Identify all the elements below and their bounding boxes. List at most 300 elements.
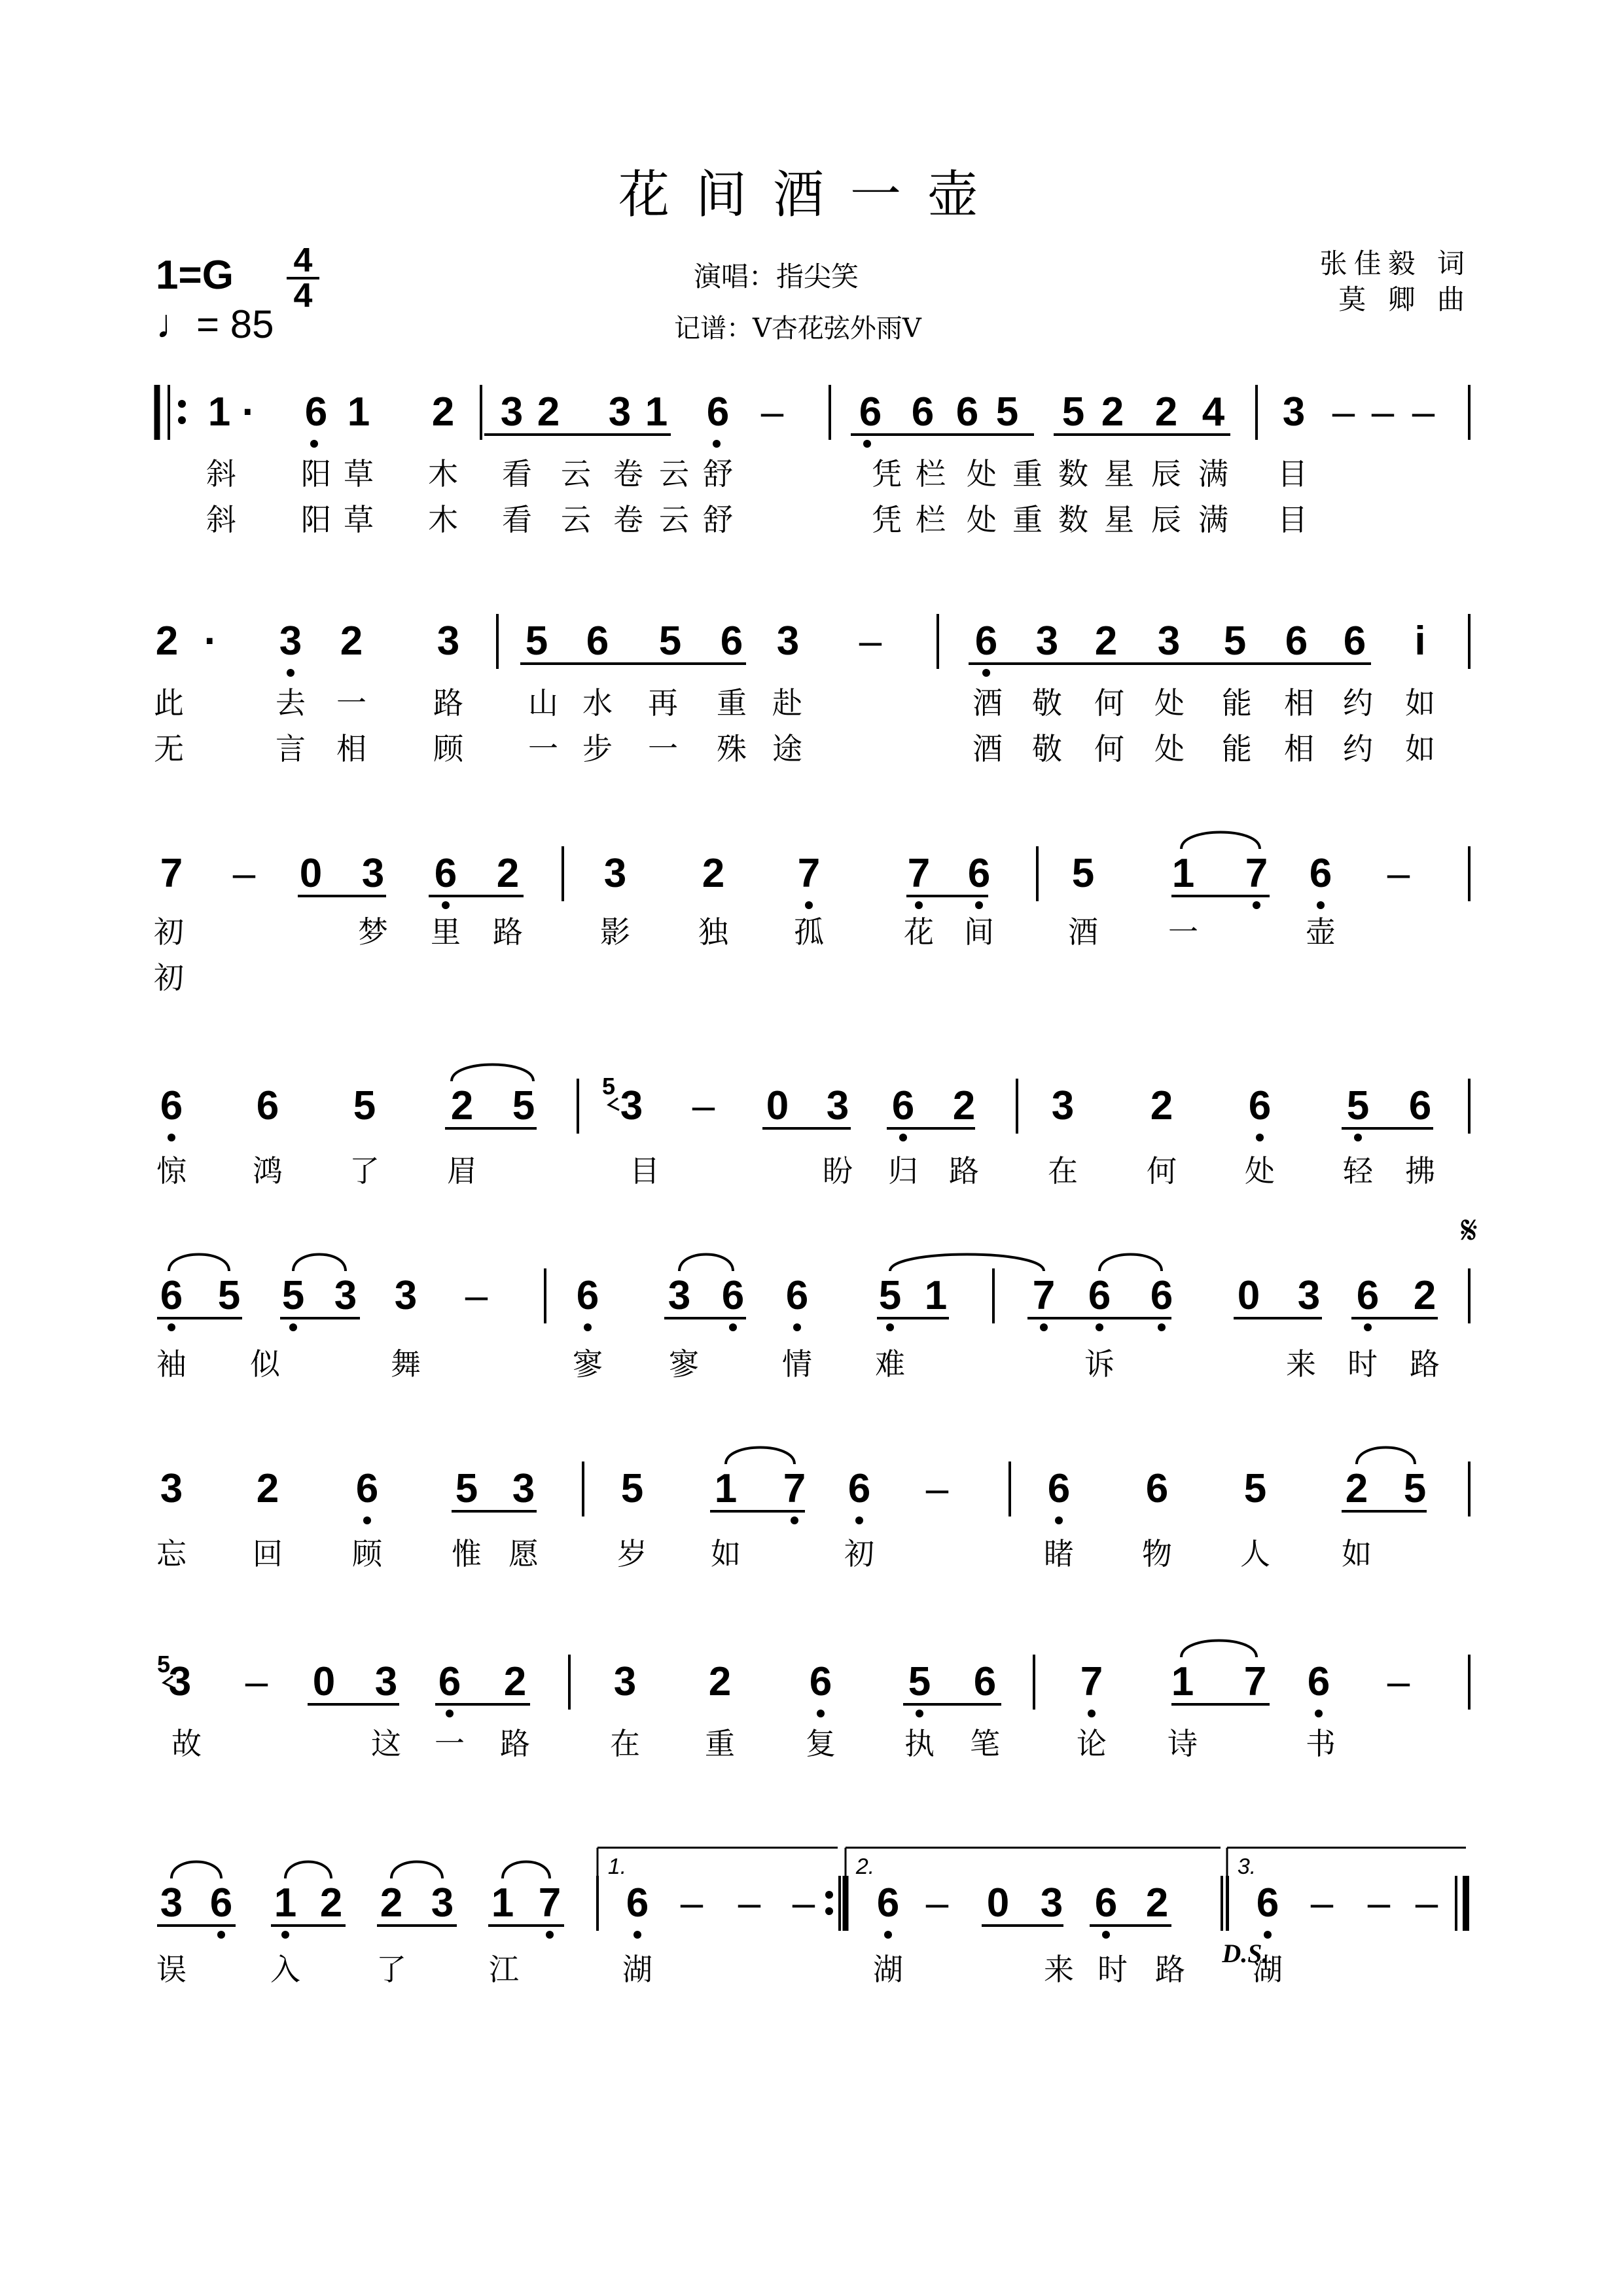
tie-arc (726, 1448, 794, 1465)
lyric-char: 木 (428, 456, 458, 492)
lyric-char: 故 (171, 1726, 202, 1761)
lyric-char: 重 (1012, 502, 1043, 537)
lyric-char: 路 (949, 1153, 979, 1189)
note: 6 (1343, 619, 1366, 664)
lyric-char: 间 (964, 914, 994, 950)
note: 6 (785, 1273, 809, 1318)
duration-dash: – (859, 619, 882, 664)
lyric-char: 辰 (1151, 502, 1181, 537)
lyric-char: 看 (502, 502, 532, 537)
duration-dash: – (925, 1880, 949, 1926)
note: 5 (1403, 1466, 1427, 1511)
note: 5 (455, 1466, 478, 1511)
note: 6 (859, 389, 882, 435)
note: 7 (1245, 851, 1268, 896)
time-signature-bottom: 4 (293, 277, 313, 315)
lyric-char: 舒 (703, 456, 733, 492)
note: 2 (537, 389, 560, 435)
lyric-char: 一 (528, 731, 558, 766)
lyric-char: 此 (154, 685, 184, 721)
note: 6 (974, 619, 998, 664)
lyric-char: 舞 (391, 1346, 421, 1382)
lyric-char: 湖 (873, 1952, 903, 1987)
low-octave-dot (1317, 901, 1325, 909)
lyric-char: 栏 (916, 502, 946, 537)
lyric-char: 人 (1240, 1536, 1270, 1571)
lyric-char: 斜 (206, 456, 236, 492)
composer-credit: 莫 卿 曲 (1338, 283, 1471, 315)
lyric-char: 如 (1405, 731, 1435, 766)
lyric-char: 寥 (669, 1346, 699, 1382)
note: 6 (1088, 1273, 1111, 1318)
transcriber-credit: 记谱：V杏花弦外雨V (674, 314, 921, 344)
low-octave-dot (916, 1710, 923, 1717)
lyric-char: 物 (1142, 1536, 1172, 1571)
lyric-char: 草 (344, 456, 374, 492)
lyric-char: 情 (782, 1346, 812, 1382)
note: 1 (491, 1880, 514, 1926)
grace-slash (609, 1098, 619, 1110)
note: 1 (274, 1880, 297, 1926)
lyric-char: 酒 (972, 731, 1003, 766)
lyric-char: 赴 (772, 685, 802, 721)
low-octave-dot (217, 1931, 225, 1939)
lyric-char: 山 (528, 685, 558, 721)
note: 5 (1243, 1466, 1267, 1511)
lyric-char: 满 (1198, 502, 1228, 537)
note: 6 (876, 1880, 900, 1926)
note: 2 (1154, 389, 1178, 435)
tempo-value: = 85 (196, 302, 274, 346)
duration-dash: – (925, 1466, 949, 1511)
lyric-char: 辰 (1151, 456, 1181, 492)
note: 5 (1346, 1083, 1370, 1128)
lyric-char: 何 (1094, 685, 1124, 721)
lyric-char: 阳 (301, 456, 331, 492)
note: 7 (1080, 1659, 1103, 1704)
low-octave-dot (817, 1710, 825, 1717)
low-octave-dot (886, 1323, 894, 1331)
note: 3 (334, 1273, 357, 1318)
lyric-char: 云 (659, 502, 689, 537)
note: 5 (217, 1273, 241, 1318)
low-octave-dot (863, 440, 871, 448)
note: 3 (826, 1083, 849, 1128)
note: 2 (340, 619, 363, 664)
lyric-char: 眉 (447, 1153, 477, 1189)
duration-dash: – (738, 1880, 761, 1926)
lyric-char: 路 (1155, 1952, 1185, 1987)
lyric-char: 寥 (573, 1346, 603, 1382)
note: 7 (160, 851, 183, 896)
repeat-dot (825, 1907, 833, 1915)
low-octave-dot (633, 1931, 641, 1939)
grace-note: 5 (601, 1073, 616, 1100)
note: 2 (380, 1880, 403, 1926)
lyric-char: 一 (435, 1726, 465, 1761)
note: 3 (374, 1659, 398, 1704)
low-octave-dot (363, 1516, 371, 1524)
note: 5 (353, 1083, 376, 1128)
note: 3 (613, 1659, 637, 1704)
tie-arc (1099, 1255, 1162, 1272)
lyric-char: 相 (1284, 685, 1314, 721)
note: 6 (1047, 1466, 1071, 1511)
tie-arc (503, 1862, 550, 1879)
note: 3 (1040, 1880, 1063, 1926)
lyric-char: 似 (250, 1346, 280, 1382)
ds-marker: D.S. (1222, 1939, 1269, 1968)
volta-number: 1. (607, 1854, 627, 1879)
lyric-char: 目 (1277, 502, 1308, 537)
note: 2 (256, 1466, 279, 1511)
lyric-char: 书 (1306, 1726, 1336, 1761)
note: 2 (503, 1659, 527, 1704)
lyric-char: 里 (431, 914, 461, 950)
note: 5 (1223, 619, 1247, 664)
low-octave-dot (446, 1710, 454, 1717)
lyric-char: 一 (336, 685, 366, 721)
lyric-char: 归 (888, 1153, 918, 1189)
lyric-char: 重 (1012, 456, 1043, 492)
note: 1 (924, 1273, 948, 1318)
segno-symbol: 𝄋 (1461, 1208, 1478, 1253)
note: 1 (347, 389, 370, 435)
low-octave-dot (287, 669, 294, 677)
volta-number: 3. (1237, 1854, 1257, 1879)
note: 5 (908, 1659, 931, 1704)
note: 3 (1051, 1083, 1075, 1128)
lyric-char: 舒 (703, 502, 733, 537)
note: 6 (160, 1273, 183, 1318)
note: 3 (431, 1880, 454, 1926)
note: i (1414, 619, 1426, 664)
lyric-char: 独 (698, 914, 728, 950)
note: 6 (1150, 1273, 1173, 1318)
note: 2 (155, 619, 179, 664)
lyric-char: 睹 (1044, 1536, 1074, 1571)
duration-dash: – (1332, 389, 1355, 435)
lyric-char: 栏 (916, 456, 946, 492)
note: 2 (1094, 619, 1118, 664)
lyric-char: 顾 (352, 1536, 382, 1571)
note: 2 (450, 1083, 474, 1128)
low-octave-dot (546, 1931, 554, 1939)
note: 2 (1145, 1880, 1169, 1926)
note: 5 (512, 1083, 535, 1128)
note: 6 (706, 389, 730, 435)
low-octave-dot (1102, 1931, 1110, 1939)
singer-credit: 演唱：指尖笑 (694, 260, 859, 293)
low-octave-dot (1096, 1323, 1103, 1331)
note: 5 (878, 1273, 902, 1318)
note: 6 (1285, 619, 1308, 664)
lyric-char: 如 (1405, 685, 1435, 721)
lyric-char: 拂 (1405, 1153, 1435, 1189)
note: 7 (907, 851, 931, 896)
low-octave-dot (1315, 1710, 1323, 1717)
lyric-char: 凭 (872, 502, 902, 537)
low-octave-dot (793, 1323, 801, 1331)
low-octave-dot (899, 1134, 907, 1141)
lyric-char: 重 (705, 1726, 735, 1761)
note: 6 (576, 1273, 599, 1318)
note: 7 (1243, 1659, 1267, 1704)
note: 3 (512, 1466, 535, 1511)
duration-dash: – (245, 1659, 268, 1704)
lyric-char: 去 (276, 685, 306, 721)
note: 5 (658, 619, 682, 664)
lyric-char: 约 (1343, 731, 1373, 766)
repeat-dot (178, 400, 186, 408)
lyric-char: 何 (1094, 731, 1124, 766)
note: 2 (708, 1659, 732, 1704)
lyric-char: 诉 (1084, 1346, 1115, 1382)
note: 6 (160, 1083, 183, 1128)
note: 6 (586, 619, 609, 664)
tie-arc (679, 1255, 733, 1272)
note: 6 (721, 1273, 745, 1318)
lyric-char: 卷 (613, 502, 643, 537)
lyric-char: 时 (1097, 1952, 1128, 1987)
lyric-char: 无 (154, 731, 184, 766)
note: 2 (1345, 1466, 1368, 1511)
lyric-char: 凭 (872, 456, 902, 492)
lyric-char: 相 (336, 731, 366, 766)
lyric-char: 江 (489, 1952, 519, 1987)
lyric-char: 云 (561, 502, 591, 537)
low-octave-dot (1264, 1931, 1272, 1939)
tie-arc (1181, 1641, 1257, 1658)
note: 3 (361, 851, 385, 896)
lyric-char: 看 (502, 456, 532, 492)
note: 3 (160, 1466, 183, 1511)
lyric-char: 来 (1286, 1346, 1316, 1382)
lyric-char: 敬 (1032, 731, 1062, 766)
tie-arc (171, 1862, 221, 1879)
note: 6 (911, 389, 935, 435)
lyric-char: 路 (493, 914, 523, 950)
note: 5 (525, 619, 548, 664)
lyric-char: 处 (1245, 1153, 1275, 1189)
note: 7 (783, 1466, 806, 1511)
lyric-char: 处 (967, 502, 997, 537)
lyric-char: 忘 (156, 1536, 187, 1571)
lyric-char: 草 (344, 502, 374, 537)
lyric-char: 相 (1284, 731, 1314, 766)
note: 3 (668, 1273, 691, 1318)
lyric-char: 一 (648, 731, 678, 766)
duration-dash: – (465, 1273, 488, 1318)
low-octave-dot (982, 669, 990, 677)
note: 6 (1307, 1659, 1330, 1704)
low-octave-dot (791, 1516, 798, 1524)
lyric-char: 回 (253, 1536, 283, 1571)
lyric-char: 袖 (156, 1346, 187, 1382)
note: 3 (1297, 1273, 1321, 1318)
lyric-char: 愿 (508, 1536, 539, 1571)
tie-arc (1357, 1448, 1415, 1465)
lyric-char: 数 (1058, 502, 1088, 537)
duration-dash: – (760, 389, 784, 435)
lyric-char: 卷 (613, 456, 643, 492)
low-octave-dot (805, 901, 813, 909)
volta-number: 2. (855, 1854, 875, 1879)
lyric-char: 处 (1154, 731, 1185, 766)
lyric-char: 湖 (1253, 1952, 1283, 1987)
lyric-char: 能 (1222, 731, 1252, 766)
note: 3 (437, 619, 460, 664)
lyric-char: 步 (582, 731, 613, 766)
lyric-char: 来 (1044, 1952, 1074, 1987)
duration-dash: – (1367, 1880, 1391, 1926)
duration-dash: – (1387, 851, 1410, 896)
lyric-char: 何 (1147, 1153, 1177, 1189)
low-octave-dot (915, 901, 923, 909)
note: 3 (279, 619, 302, 664)
low-octave-dot (1040, 1323, 1048, 1331)
duration-dash: – (1415, 1880, 1438, 1926)
note: 0 (1237, 1273, 1260, 1318)
note: 7 (538, 1880, 562, 1926)
lyric-char: 云 (659, 456, 689, 492)
tie-arc (169, 1255, 229, 1272)
note: 6 (973, 1659, 997, 1704)
tie-arc (890, 1255, 1044, 1272)
lyric-char: 星 (1104, 456, 1134, 492)
lyric-char: 轻 (1343, 1153, 1373, 1189)
lyric-char: 酒 (1068, 914, 1098, 950)
note: 5 (281, 1273, 305, 1318)
lyric-char: 入 (270, 1952, 300, 1987)
note: 6 (720, 619, 743, 664)
lyric-char: 影 (600, 914, 630, 950)
lyric-char: 惟 (452, 1536, 482, 1571)
note: 6 (355, 1466, 379, 1511)
lyric-char: 一 (1168, 914, 1198, 950)
low-octave-dot (855, 1516, 863, 1524)
note: 2 (1101, 389, 1124, 435)
low-octave-dot (442, 901, 450, 909)
duration-dash: – (232, 851, 256, 896)
quarter-note-icon: ♩ (156, 302, 196, 347)
lyric-char: 再 (648, 685, 678, 721)
lyric-char: 路 (500, 1726, 530, 1761)
note: 6 (434, 851, 457, 896)
tie-arc (293, 1255, 346, 1272)
note: 2 (496, 851, 520, 896)
lyric-char: 复 (806, 1726, 836, 1761)
lyric-char: 诗 (1168, 1726, 1198, 1761)
note: 6 (1309, 851, 1332, 896)
low-octave-dot (310, 440, 318, 448)
note: 6 (438, 1659, 461, 1704)
note: 6 (626, 1880, 649, 1926)
note: 3 (1282, 389, 1306, 435)
note: 1 (1171, 1659, 1194, 1704)
note: 1 (714, 1466, 738, 1511)
time-signature-top: 4 (293, 242, 313, 279)
low-octave-dot (168, 1134, 175, 1141)
note: 0 (312, 1659, 336, 1704)
note: 6 (1408, 1083, 1432, 1128)
note: 7 (1032, 1273, 1056, 1318)
low-octave-dot (1158, 1323, 1166, 1331)
lyric-char: 能 (1222, 685, 1252, 721)
note: 6 (1256, 1880, 1279, 1926)
low-octave-dot (729, 1323, 737, 1331)
lyric-char: 途 (772, 731, 802, 766)
note: 0 (299, 851, 323, 896)
lyric-char: 鸿 (253, 1153, 283, 1189)
note: 6 (1248, 1083, 1272, 1128)
note: 6 (1094, 1880, 1118, 1926)
duration-dash: – (1310, 1880, 1334, 1926)
repeat-dot (825, 1891, 833, 1899)
lyric-char: 花 (904, 914, 934, 950)
lyric-char: 目 (1277, 456, 1308, 492)
repeat-dot (178, 416, 186, 424)
low-octave-dot (975, 901, 983, 909)
note: 6 (209, 1880, 233, 1926)
duration-dash: – (1412, 389, 1435, 435)
note: 6 (955, 389, 979, 435)
note: 7 (797, 851, 821, 896)
lyric-char: 星 (1104, 502, 1134, 537)
lyric-char: 误 (156, 1952, 187, 1987)
note: 3 (608, 389, 632, 435)
note: 3 (500, 389, 524, 435)
lyric-char: 惊 (156, 1153, 187, 1189)
lyric-char: 时 (1347, 1346, 1378, 1382)
lyric-char: 在 (1048, 1153, 1078, 1189)
lyric-char: 梦 (358, 914, 388, 950)
note: 6 (891, 1083, 915, 1128)
note: 2 (952, 1083, 976, 1128)
note: 2 (319, 1880, 343, 1926)
low-octave-dot (289, 1323, 297, 1331)
lyric-char: 在 (610, 1726, 640, 1761)
tie-arc (285, 1862, 331, 1879)
lyric-char: 路 (433, 685, 463, 721)
lyric-char: 盼 (823, 1153, 853, 1189)
low-octave-dot (1088, 1710, 1096, 1717)
lyric-char: 斜 (206, 502, 236, 537)
low-octave-dot (1354, 1134, 1362, 1141)
lyric-char: 了 (349, 1153, 380, 1189)
note: 3 (620, 1083, 643, 1128)
note: 2 (702, 851, 725, 896)
lyric-char: 顾 (433, 731, 463, 766)
note: 5 (995, 389, 1019, 435)
lyric-char: 孤 (794, 914, 824, 950)
low-octave-dot (1055, 1516, 1063, 1524)
note: 3 (603, 851, 627, 896)
lyric-char: 如 (711, 1536, 741, 1571)
note: 1 (207, 389, 231, 435)
tie-arc (391, 1862, 442, 1879)
lyric-char: 数 (1058, 456, 1088, 492)
lyric-char: 木 (428, 502, 458, 537)
note: 0 (766, 1083, 789, 1128)
note: 5 (1061, 389, 1085, 435)
note: 6 (809, 1659, 832, 1704)
lyric-char: 敬 (1032, 685, 1062, 721)
note: 6 (256, 1083, 279, 1128)
note: 3 (160, 1880, 183, 1926)
lyric-char: 这 (371, 1726, 401, 1761)
note: 2 (1150, 1083, 1173, 1128)
